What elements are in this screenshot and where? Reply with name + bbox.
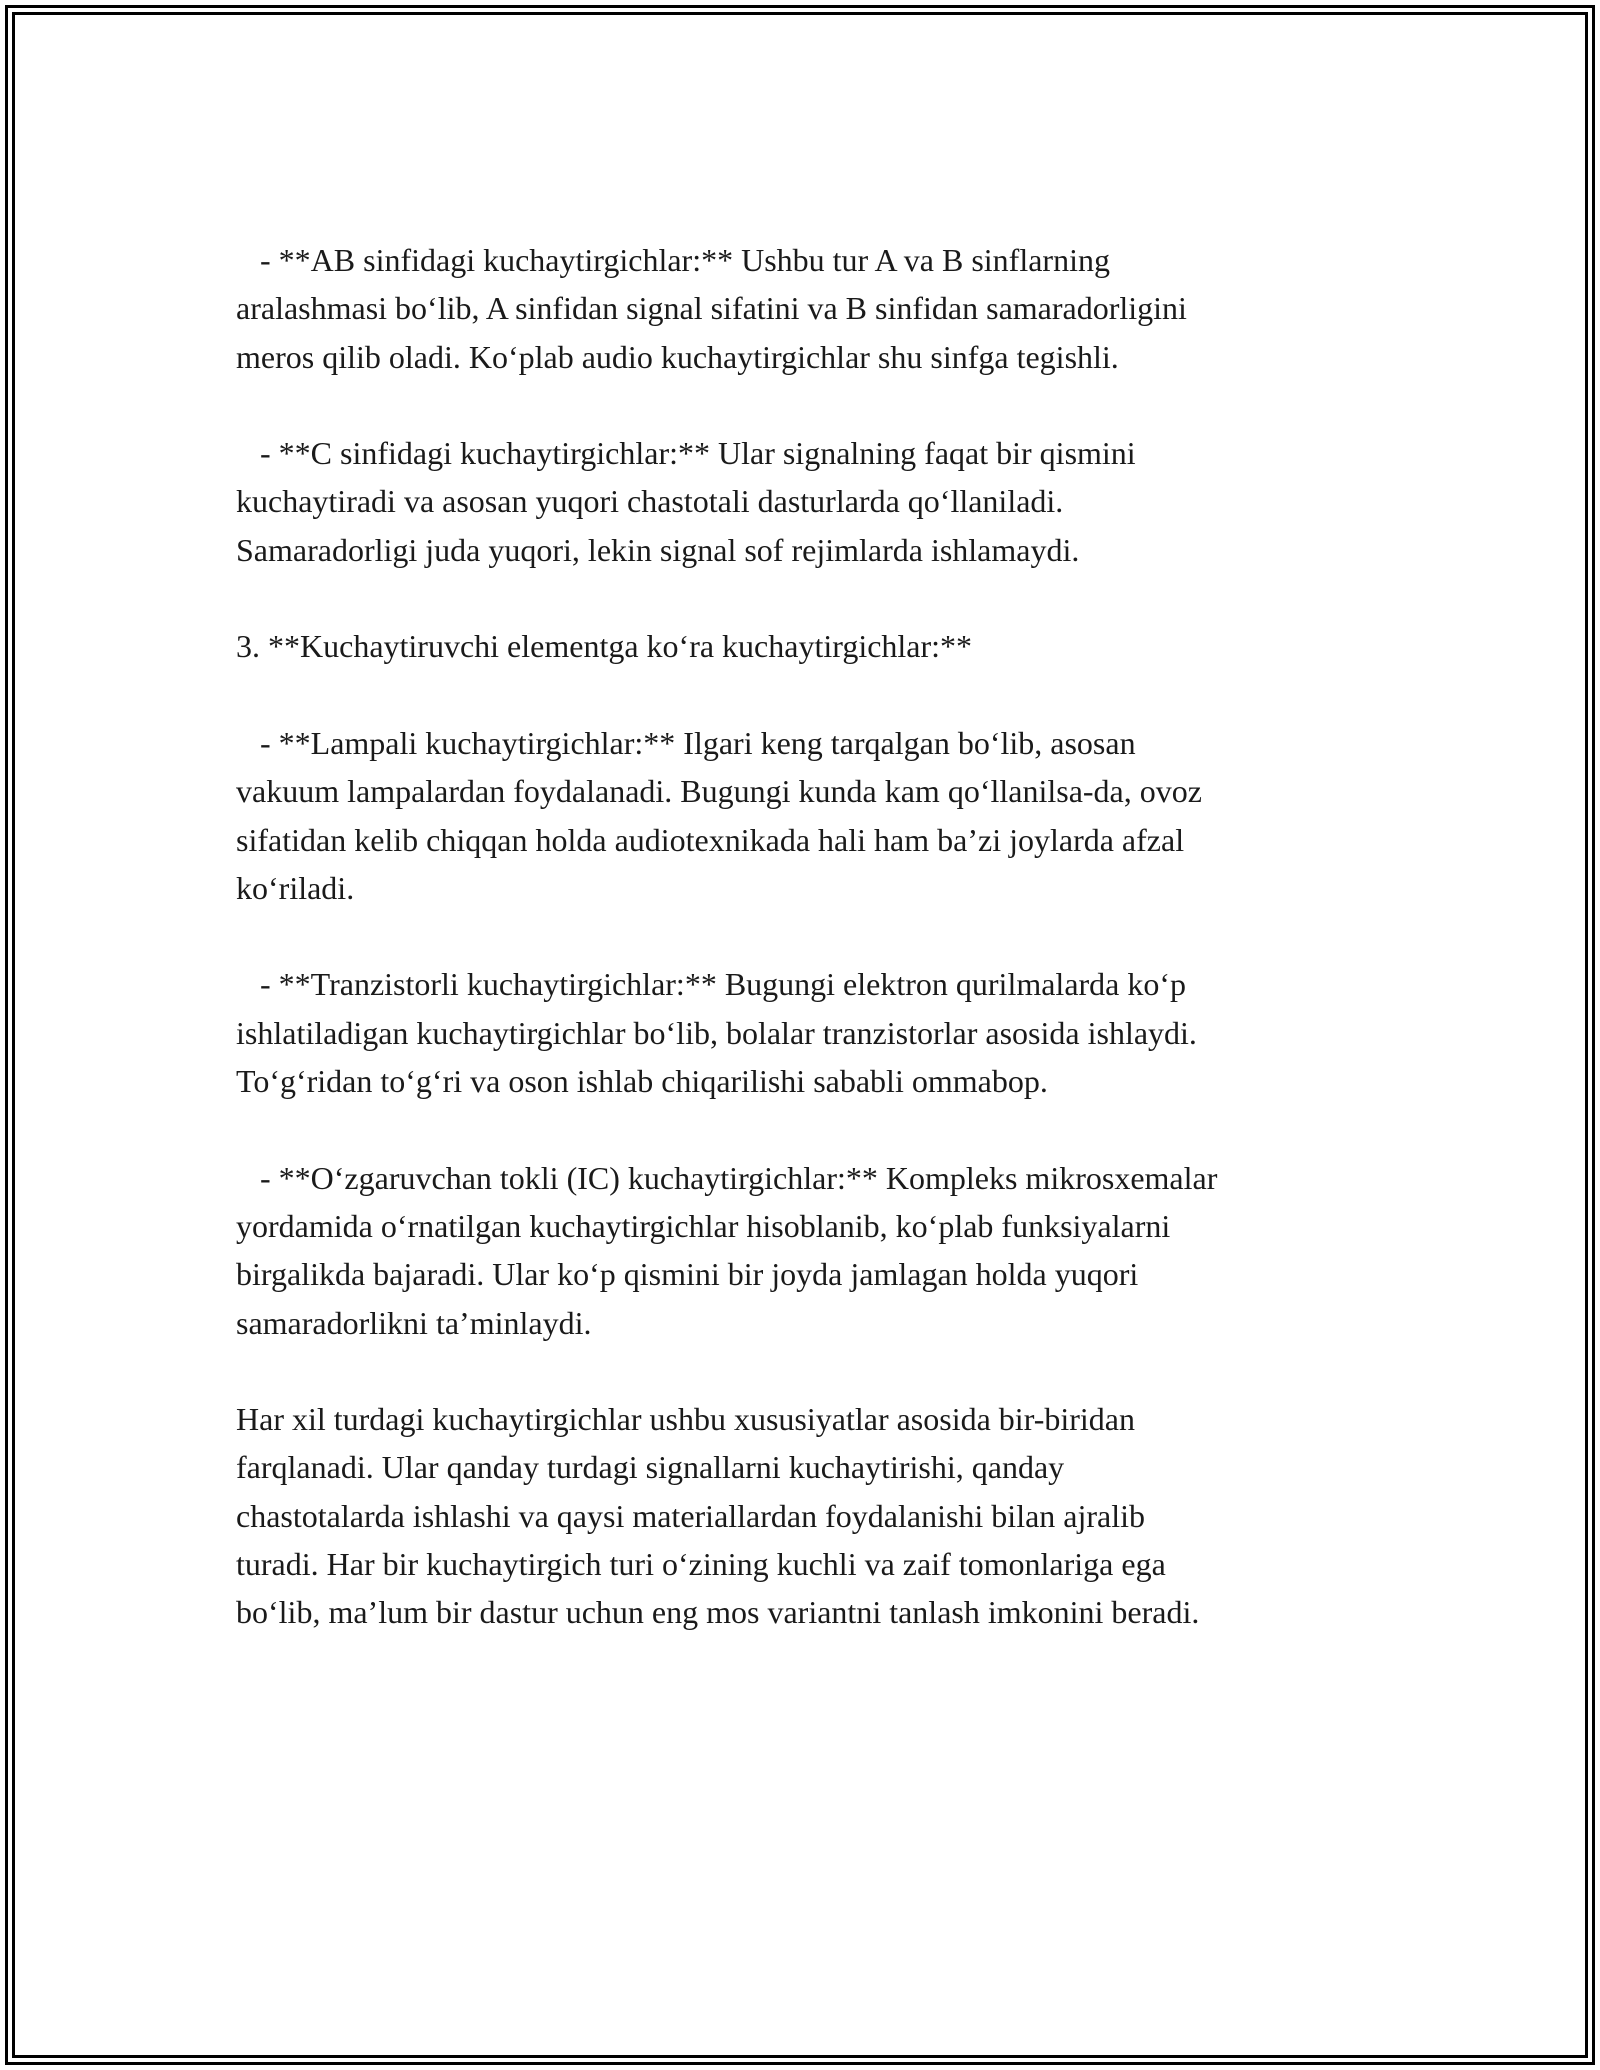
text-line: - **Lampali kuchaytirgichlar:** Ilgari keng tarqalgan bo‘lib, asosan bbox=[236, 724, 1136, 761]
text-line: To‘g‘ridan to‘g‘ri va oson ishlab chiqarilishi sababli ommabop. bbox=[236, 1063, 1048, 1100]
text-line: aralashmasi bo‘lib, A sinfidan signal sifatini va B sinfidan samaradorligini bbox=[236, 290, 1187, 327]
text-line: sifatidan kelib chiqqan holda audiotexnikada hali ham ba’zi joylarda afzal bbox=[236, 821, 1185, 858]
text-line: yordamida o‘rnatilgan kuchaytirgichlar hisoblanib, ko‘plab funksiyalarni bbox=[236, 1207, 1171, 1244]
text-line: 3. **Kuchaytiruvchi elementga ko‘ra kuchaytirgichlar:** bbox=[236, 628, 973, 665]
text-line: - **O‘zgaruvchan tokli (IC) kuchaytirgichlar:** Kompleks mikrosxemalar bbox=[236, 1159, 1218, 1196]
text-line: vakuum lampalardan foydalanadi. Bugungi kunda kam qo‘llanilsa-da, ovoz bbox=[236, 773, 1202, 810]
text-line: Samaradorligi juda yuqori, lekin signal sof rejimlarda ishlamaydi. bbox=[236, 531, 1080, 568]
text-line: - **C sinfidagi kuchaytirgichlar:** Ular signalning faqat bir qismini bbox=[236, 435, 1136, 472]
paragraph-tube-amplifiers bbox=[236, 719, 1386, 912]
text-line: - **AB sinfidagi kuchaytirgichlar:** Ushbu tur A va B sinflarning bbox=[236, 242, 1110, 278]
text-line: turadi. Har bir kuchaytirgich turi o‘zining kuchli va zaif tomonlariga ega bbox=[236, 1546, 1166, 1583]
paragraph-c-class bbox=[236, 429, 1386, 574]
text-line: ko‘riladi. bbox=[236, 869, 355, 906]
paragraph-conclusion bbox=[236, 1395, 1386, 1636]
text-line: bo‘lib, ma’lum bir dastur uchun eng mos variantni tanlash imkonini beradi. bbox=[236, 1594, 1200, 1631]
paragraph-ab-class bbox=[236, 236, 1386, 381]
text-line: birgalikda bajaradi. Ular ko‘p qismini bir joyda jamlagan holda yuqori bbox=[236, 1256, 1139, 1293]
text-line: - **Tranzistorli kuchaytirgichlar:** Bugungi elektron qurilmalarda ko‘p bbox=[236, 966, 1187, 1003]
document-body bbox=[236, 236, 1386, 1637]
text-line: chastotalarda ishlashi va qaysi materiallardan foydalanishi bilan ajralib bbox=[236, 1497, 1146, 1534]
text-line: Har xil turdagi kuchaytirgichlar ushbu xususiyatlar asosida bir-biridan bbox=[236, 1401, 1135, 1438]
text-line: ishlatiladigan kuchaytirgichlar bo‘lib, bolalar tranzistorlar asosida ishlaydi. bbox=[236, 1014, 1197, 1051]
text-line: kuchaytiradi va asosan yuqori chastotali dasturlarda qo‘llaniladi. bbox=[236, 483, 1064, 520]
paragraph-transistor-amplifiers bbox=[236, 960, 1386, 1105]
section-heading-element bbox=[236, 622, 1386, 670]
text-line: samaradorlikni ta’minlaydi. bbox=[236, 1304, 592, 1341]
paragraph-ic-amplifiers bbox=[236, 1154, 1386, 1347]
text-line: meros qilib oladi. Ko‘plab audio kuchaytirgichlar shu sinfga tegishli. bbox=[236, 338, 1119, 375]
text-line: farqlanadi. Ular qanday turdagi signallarni kuchaytirishi, qanday bbox=[236, 1449, 1065, 1486]
